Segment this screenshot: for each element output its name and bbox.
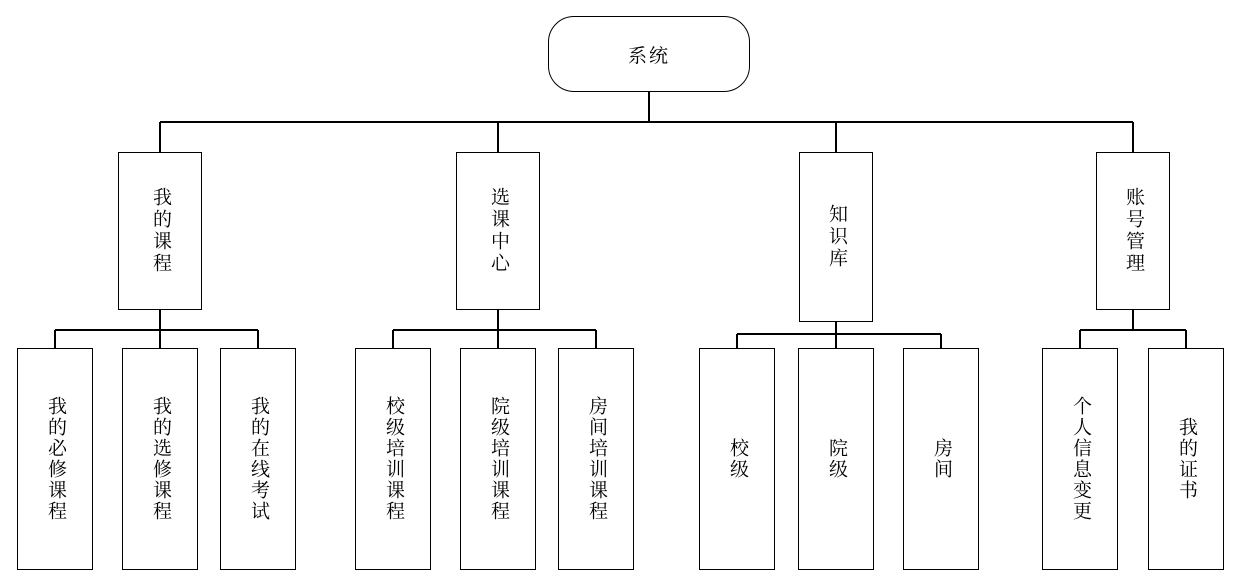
node-course-selection-center[interactable] bbox=[456, 152, 540, 310]
node-college-level-training-courses[interactable] bbox=[460, 348, 536, 570]
node-label: 校级培训课程 bbox=[382, 396, 404, 522]
node-account-management[interactable] bbox=[1096, 152, 1170, 310]
node-school-level[interactable] bbox=[699, 348, 775, 570]
node-my-elective-courses[interactable] bbox=[122, 348, 198, 570]
node-label: 我的选修课程 bbox=[149, 396, 171, 522]
node-my-online-exams[interactable] bbox=[220, 348, 296, 570]
node-college-level[interactable] bbox=[798, 348, 874, 570]
node-root-system[interactable] bbox=[548, 16, 750, 92]
node-label: 账号管理 bbox=[1122, 187, 1144, 275]
node-my-certificates[interactable] bbox=[1148, 348, 1224, 570]
node-label: 我的在线考试 bbox=[247, 396, 269, 522]
node-label: 院级 bbox=[825, 438, 847, 480]
node-room-training-courses[interactable] bbox=[558, 348, 634, 570]
node-label: 知识库 bbox=[825, 204, 847, 270]
node-label: 房间培训课程 bbox=[585, 396, 607, 522]
node-label: 个人信息变更 bbox=[1069, 396, 1091, 522]
node-personal-info-change[interactable] bbox=[1042, 348, 1118, 570]
node-label: 房间 bbox=[930, 438, 952, 480]
node-knowledge-base[interactable] bbox=[799, 152, 873, 322]
node-label: 校级 bbox=[726, 438, 748, 480]
node-label: 我的证书 bbox=[1175, 417, 1197, 501]
node-label: 系统 bbox=[627, 45, 670, 67]
node-school-level-training-courses[interactable] bbox=[355, 348, 431, 570]
node-label: 选课中心 bbox=[487, 187, 509, 275]
node-label: 我的必修课程 bbox=[44, 396, 66, 522]
node-room[interactable] bbox=[903, 348, 979, 570]
node-label: 院级培训课程 bbox=[487, 396, 509, 522]
node-label: 我的课程 bbox=[149, 187, 171, 275]
node-my-courses[interactable] bbox=[118, 152, 202, 310]
node-my-required-courses[interactable] bbox=[17, 348, 93, 570]
